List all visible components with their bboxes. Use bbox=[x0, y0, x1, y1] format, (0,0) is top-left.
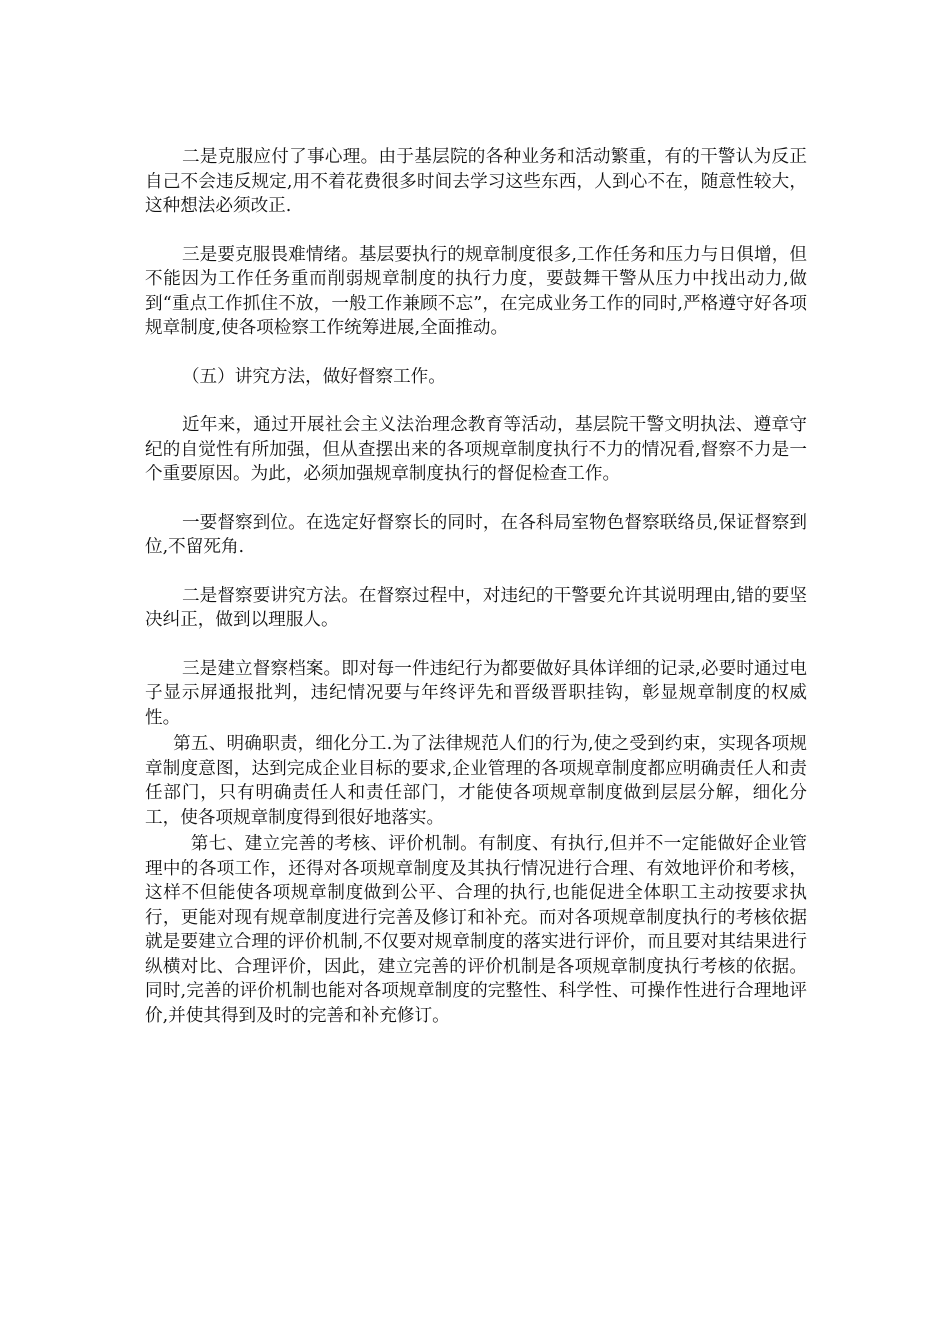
paragraph-seventh-evaluation: 第七、建立完善的考核、评价机制。有制度、有执行,但并不一定能做好企业管理中的各项工作，还得对各项规章制度及其执行情况进行合理、有效地评价和考核，这样不但能使各项规章制度做到公平、合理的执行,也能促进全体职工主动按要求执行，更能对现有规章制度进行完善及修订和补充。而对各项规章制度执行的考核依据就是要建立合理的评价机制,不仅要对规章制度的落实进行评价，而且要对其结果进行纵横对比、合理评价，因此，建立完善的评价机制是各项规章制度执行考核的依据。同时,完善的评价机制也能对各项规章制度的完整性、科学性、可操作性进行合理地评价,并使其得到及时的完善和补充修订。 bbox=[145, 834, 807, 1026]
paragraph-supervision-archive: 三是建立督察档案。即对每一件违纪行为都要做好具体详细的记录,必要时通过电子显示屏通报批判，违纪情况要与年终评先和晋级晋职挂钩，彰显规章制度的权威性。 bbox=[145, 658, 807, 728]
paragraph-supervision-in-place: 一要督察到位。在选定好督察长的同时，在各科局室物色督察联络员,保证督察到位,不留死角. bbox=[145, 512, 807, 557]
paragraph-overcome-fear: 三是要克服畏难情绪。基层要执行的规章制度很多,工作任务和压力与日俱增，但不能因为工作任务重而削弱规章制度的执行力度，要鼓舞干警从压力中找出动力,做到“重点工作抓住不放，一般工作兼顾不忘”，在完成业务工作的同时,严格遵守好各项规章制度,使各项检察工作统筹进展,全面推动。 bbox=[145, 244, 807, 338]
paragraph-supervision-method: 二是督察要讲究方法。在督察过程中，对违纪的干警要允许其说明理由,错的要坚决纠正，做到以理服人。 bbox=[145, 585, 807, 630]
paragraph-fifth-responsibilities: 第五、明确职责，细化分工.为了法律规范人们的行为,使之受到约束，实现各项规章制度意图，达到完成企业目标的要求,企业管理的各项规章制度都应明确责任人和责任部门，只有明确责任人和责任部门，才能使各项规章制度做到层层分解，细化分工，使各项规章制度得到很好地落实。 bbox=[145, 734, 807, 828]
paragraph-recent-years: 近年来，通过开展社会主义法治理念教育等活动，基层院干警文明执法、遵章守纪的自觉性有所加强，但从查摆出来的各项规章制度执行不力的情况看,督察不力是一个重要原因。为此，必须加强规章制度执行的督促检查工作。 bbox=[145, 415, 807, 484]
document-body bbox=[145, 145, 807, 1028]
paragraph-overcome-perfunctory: 二是克服应付了事心理。由于基层院的各种业务和活动繁重，有的干警认为反正自己不会违反规定,用不着花费很多时间去学习这些东西，人到心不在，随意性较大，这种想法必须改正. bbox=[145, 147, 807, 216]
section-heading-supervision: （五）讲究方法，做好督察工作。 bbox=[181, 366, 446, 387]
